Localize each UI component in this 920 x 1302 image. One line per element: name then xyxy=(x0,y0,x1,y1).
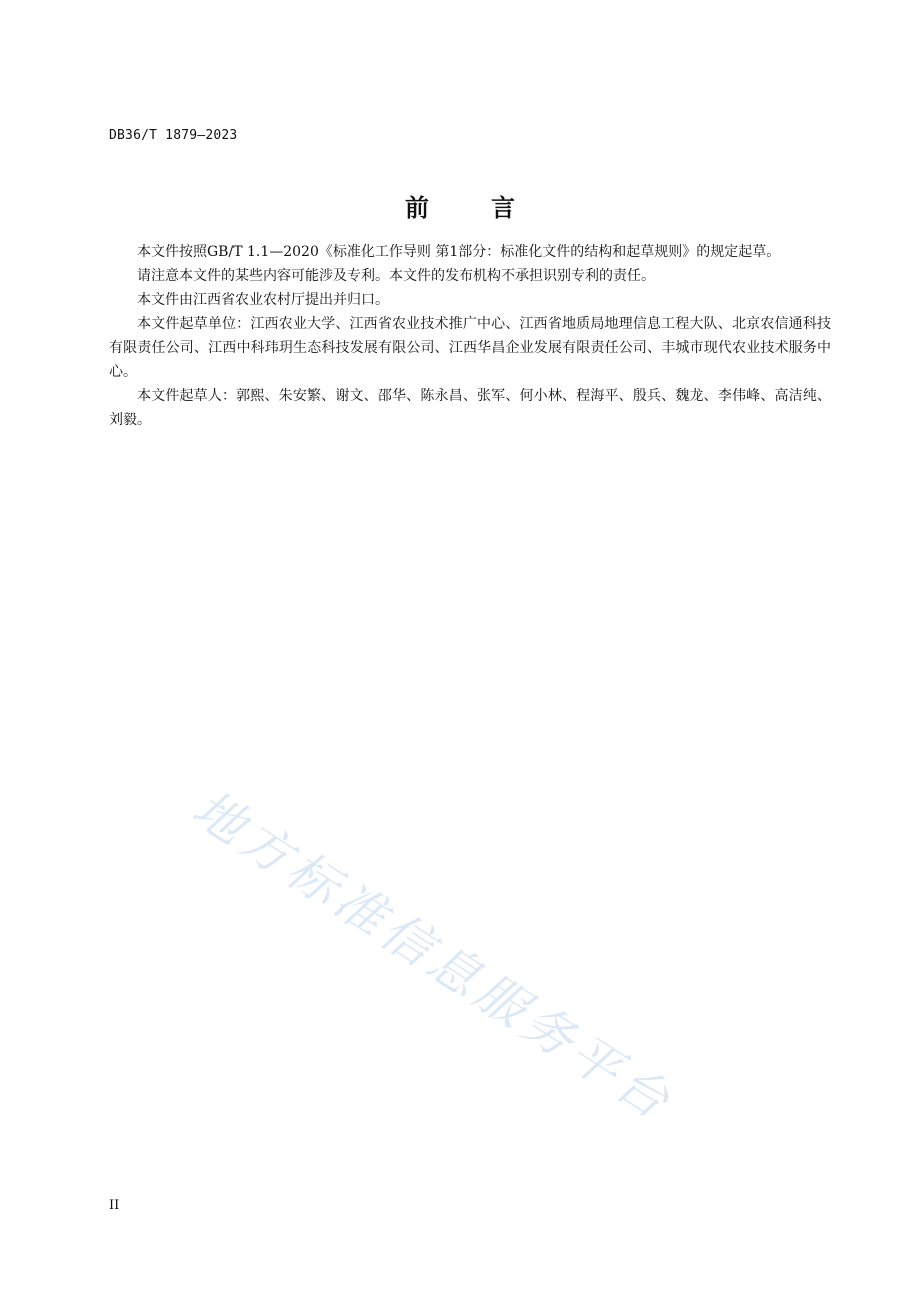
page-title: 前言 xyxy=(405,194,577,222)
paragraph-drafting-rules: 本文件按照GB/T 1.1—2020《标准化工作导则 第1部分：标准化文件的结构和起草规则》的规定起草。 xyxy=(137,244,781,260)
paragraph-patent-notice: 请注意本文件的某些内容可能涉及专利。本文件的发布机构不承担识别专利的责任。 xyxy=(137,268,655,284)
document-body xyxy=(109,240,831,432)
page-number: II xyxy=(109,1198,120,1213)
watermark: 地方标准信息服务平台 xyxy=(182,779,684,1133)
paragraph-proposer: 本文件由江西省农业农村厅提出并归口。 xyxy=(137,292,389,308)
paragraph-drafting-units: 本文件起草单位：江西农业大学、江西省农业技术推广中心、江西省地质局地理信息工程大队、北京农信通科技有限责任公司、江西中科玮玥生态科技发展有限公司、江西华昌企业发展有限责任公司、丰城市现代农业技术服务中心。 xyxy=(109,316,831,380)
document-code: DB36/T 1879—2023 xyxy=(109,128,238,143)
paragraph-drafters: 本文件起草人：郭熙、朱安繁、谢文、邵华、陈永昌、张军、何小林、程海平、殷兵、魏龙、李伟峰、高洁纯、刘毅。 xyxy=(109,388,831,428)
